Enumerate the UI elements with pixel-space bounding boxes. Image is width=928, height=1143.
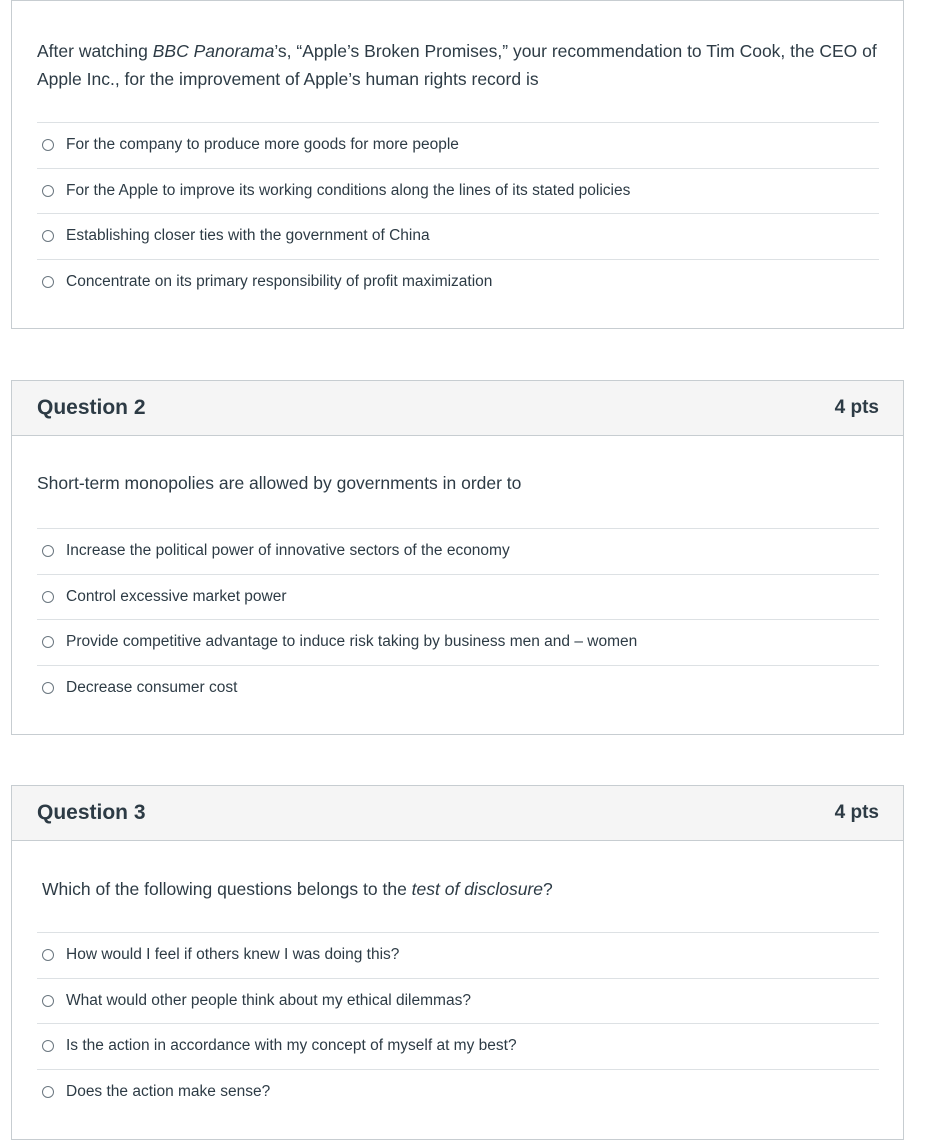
question-2-text: Short-term monopolies are allowed by governments in order to bbox=[37, 473, 522, 493]
radio-button[interactable] bbox=[42, 185, 54, 197]
radio-button[interactable] bbox=[42, 139, 54, 151]
answer-option[interactable] bbox=[37, 168, 879, 214]
answer-option[interactable] bbox=[37, 978, 879, 1024]
radio-button[interactable] bbox=[42, 276, 54, 288]
answer-label[interactable]: Provide competitive advantage to induce risk taking by business men and – women bbox=[66, 633, 638, 651]
answer-label[interactable]: Decrease consumer cost bbox=[66, 678, 238, 696]
answer-option[interactable] bbox=[37, 932, 879, 978]
radio-button[interactable] bbox=[42, 591, 54, 603]
answer-label[interactable]: Does the action make sense? bbox=[66, 1082, 271, 1100]
answer-label[interactable]: Establishing closer ties with the government of China bbox=[66, 227, 430, 245]
radio-button[interactable] bbox=[42, 995, 54, 1007]
question-title: Question 2 bbox=[37, 396, 146, 419]
answer-label[interactable]: Is the action in accordance with my concept of myself at my best? bbox=[66, 1037, 517, 1055]
answer-option[interactable] bbox=[37, 1069, 879, 1115]
radio-button[interactable] bbox=[42, 949, 54, 961]
radio-button[interactable] bbox=[42, 636, 54, 648]
question-3-text: Which of the following questions belongs to the test of disclosure? bbox=[42, 879, 553, 899]
question-1-text: After watching BBC Panorama’s, “Apple’s Broken Promises,” your recommendation to Tim Cook, the CEO of Apple Inc., for the improvement of Apple’s human rights record is bbox=[37, 41, 877, 89]
answer-option[interactable] bbox=[37, 619, 879, 665]
radio-button[interactable] bbox=[42, 1040, 54, 1052]
answer-label[interactable]: Increase the political power of innovative sectors of the economy bbox=[66, 542, 510, 560]
answer-label[interactable]: What would other people think about my ethical dilemmas? bbox=[66, 991, 471, 1009]
question-points: 4 pts bbox=[834, 397, 879, 418]
answer-option[interactable] bbox=[37, 213, 879, 259]
answer-option[interactable] bbox=[37, 259, 879, 305]
radio-button[interactable] bbox=[42, 545, 54, 557]
question-3-card bbox=[11, 785, 904, 1140]
question-1-card bbox=[11, 0, 904, 329]
question-2-answers bbox=[37, 528, 879, 710]
answer-option[interactable] bbox=[37, 574, 879, 620]
answer-option[interactable] bbox=[37, 1023, 879, 1069]
question-2-card bbox=[11, 380, 904, 735]
radio-button[interactable] bbox=[42, 1086, 54, 1098]
answer-label[interactable]: For the company to produce more goods for more people bbox=[66, 136, 459, 154]
radio-button[interactable] bbox=[42, 682, 54, 694]
question-2-header bbox=[12, 381, 903, 436]
question-3-header bbox=[12, 786, 903, 841]
answer-label[interactable]: Control excessive market power bbox=[66, 587, 287, 605]
answer-label[interactable]: How would I feel if others knew I was doing this? bbox=[66, 946, 400, 964]
answer-option[interactable] bbox=[37, 122, 879, 168]
question-1-answers bbox=[37, 122, 879, 304]
answer-label[interactable]: Concentrate on its primary responsibility of profit maximization bbox=[66, 272, 493, 290]
answer-label[interactable]: For the Apple to improve its working conditions along the lines of its stated policies bbox=[66, 181, 631, 199]
question-points: 4 pts bbox=[834, 802, 879, 823]
question-title: Question 3 bbox=[37, 801, 146, 824]
answer-option[interactable] bbox=[37, 665, 879, 711]
radio-button[interactable] bbox=[42, 230, 54, 242]
question-3-answers bbox=[37, 932, 879, 1114]
answer-option[interactable] bbox=[37, 528, 879, 574]
